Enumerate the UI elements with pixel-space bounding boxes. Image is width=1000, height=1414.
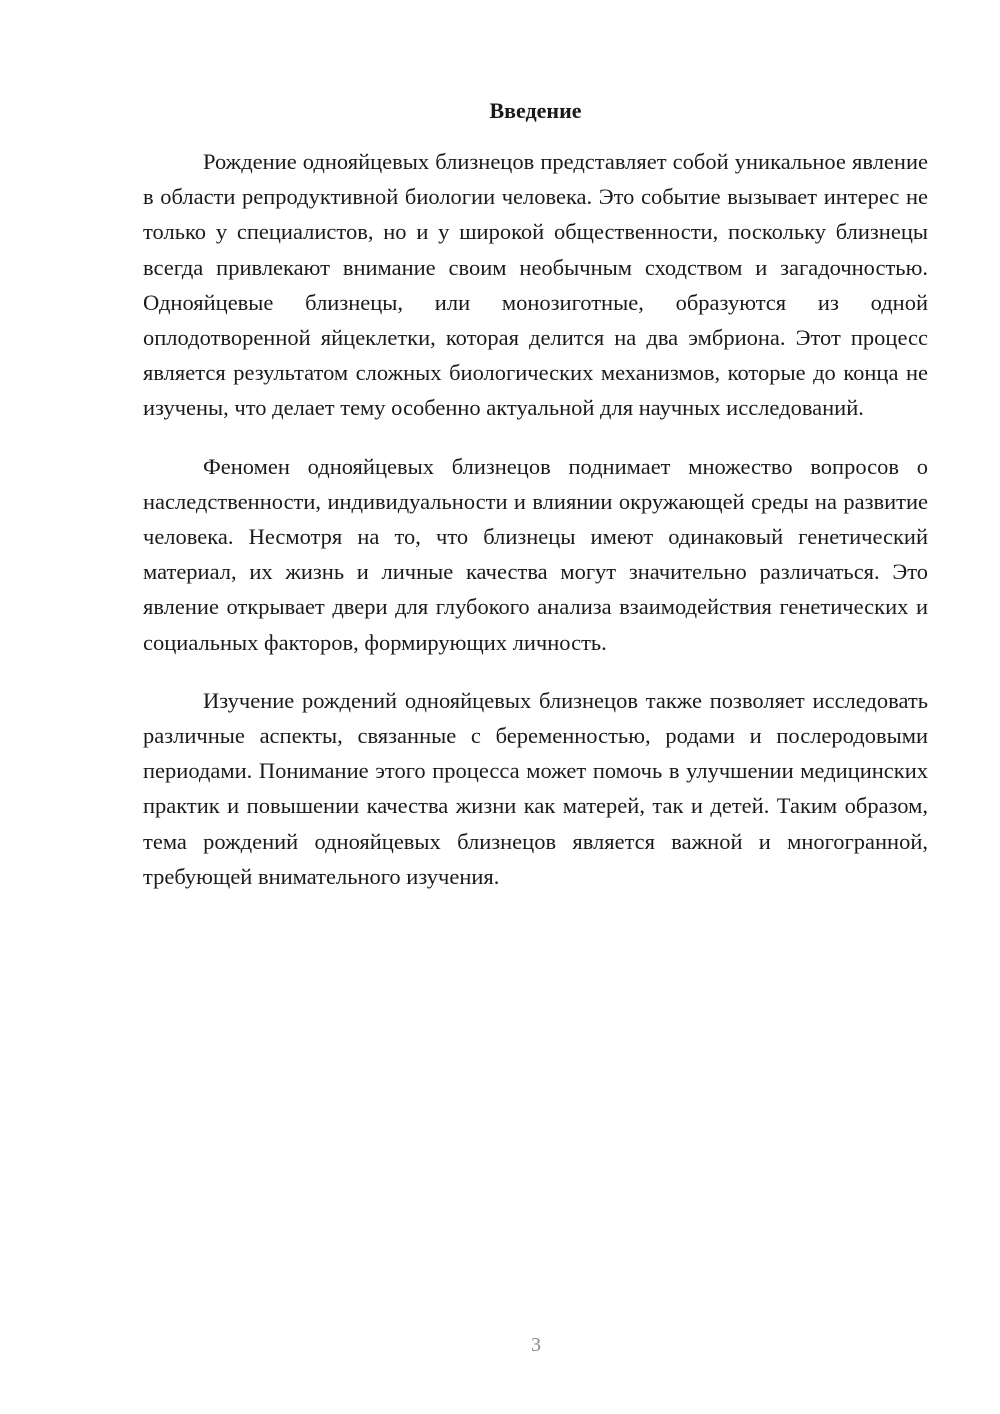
paragraph: Рождение однояйцевых близнецов представляет собой уникальное явление в области репродуктивной биологии человека. Это событие вызывает интерес не только у специалистов, но и у широкой общественности, поскольку близнецы всегда привлекают внимание своим необычным сходством и загадочностью. Однояйцевые близнецы, или монозиготные, образуются из одной оплодотворенной яйцеклетки, которая делится на два эмбриона. Этот процесс является результатом сложных биологических механизмов, которые до конца не изучены, что делает тему особенно актуальной для научных исследований.	[143, 149, 928, 421]
paragraph: Изучение рождений однояйцевых близнецов также позволяет исследовать различные аспекты, связанные с беременностью, родами и послеродовыми периодами. Понимание этого процесса может помочь в улучшении медицинских практик и повышении качества жизни как матерей, так и детей. Таким образом, тема рождений однояйцевых близнецов является важной и многогранной, требующей внимательного изучения.	[143, 687, 928, 889]
page-number: 3	[531, 1334, 541, 1356]
document-body	[143, 96, 928, 917]
section-title: Введение	[489, 98, 582, 123]
paragraph: Феномен однояйцевых близнецов поднимает множество вопросов о наследственности, индивидуальности и влиянии окружающей среды на развитие человека. Несмотря на то, что близнецы имеют одинаковый генетический материал, их жизнь и личные качества могут значительно различаться. Это явление открывает двери для глубокого анализа взаимодействия генетических и социальных факторов, формирующих личность.	[143, 453, 928, 655]
